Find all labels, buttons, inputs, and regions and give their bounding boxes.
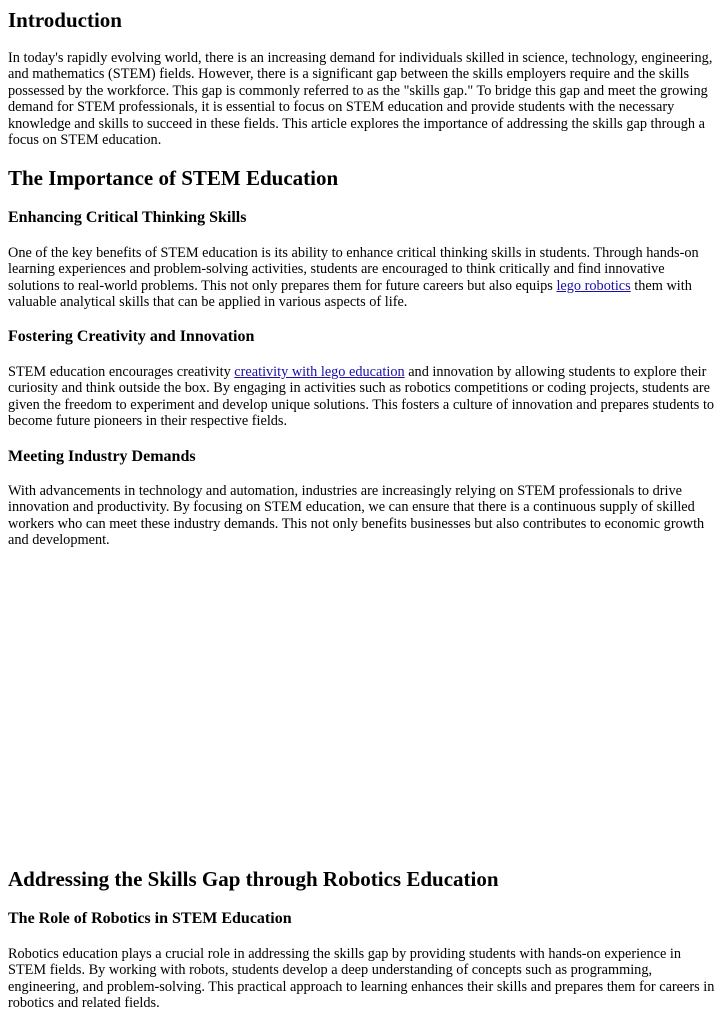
creativity-lego-education-link[interactable]: creativity with lego education [234, 364, 405, 380]
paragraph-text: and innovation by allowing students to explore their curiosity and think outside the box. By engaging in activities such as robotics competitions or coding projects, students are given the freedom to experiment and develop unique solutions. This fosters a culture of innovation and prepares students to become future pioneers in their respective fields. [8, 364, 715, 430]
subsection-title-critical-thinking: Enhancing Critical Thinking Skills [8, 209, 247, 226]
section-title-importance: The Importance of STEM Education [8, 166, 339, 190]
lego-robotics-link[interactable]: lego robotics [556, 277, 631, 294]
subsection-title-role: The Role of Robotics in STEM Education [8, 910, 292, 927]
paragraph-text: them with valuable analytical skills that can be applied in various aspects of life. [8, 277, 692, 311]
creativity-paragraph [8, 364, 716, 430]
intro-paragraph: In today's rapidly evolving world, there is an increasing demand for individuals skilled in science, technology, engineering, and mathematics (STEM) fields. However, there is a significant gap between the skills employers require and the skills possessed by the workforce. This gap is commonly referred to as the "skills gap." To bridge this gap and meet the growing demand for STEM professionals, it is essential to focus on STEM education and provide students with the necessary knowledge and skills to succeed in these fields. This article explores the importance of addressing the skills gap through a focus on STEM education. [8, 50, 713, 149]
industry-paragraph: With advancements in technology and automation, industries are increasingly relying on STEM professionals to drive innovation and productivity. By focusing on STEM education, we can ensure that there is a continuous supply of skilled workers who can meet these industry demands. This not only benefits businesses but also contributes to economic growth and development. [8, 483, 705, 549]
subsection-title-creativity: Fostering Creativity and Innovation [8, 328, 255, 345]
subsection-title-industry: Meeting Industry Demands [8, 448, 196, 465]
section-title-robotics: Addressing the Skills Gap through Robotics Education [8, 867, 499, 891]
paragraph-text: One of the key benefits of STEM education is its ability to enhance critical thinking skills in students. Through hands-on learning experiences and problem-solving activities, students are encouraged to think critically and find innovative solutions to real-world problems. This not only prepares them for future careers but also equips [8, 245, 699, 294]
paragraph-text: STEM education encourages creativity [8, 364, 235, 380]
role-paragraph: Robotics education plays a crucial role in addressing the skills gap by providing students with hands-on experience in STEM fields. By working with robots, students develop a deep understanding of concepts such as programming, engineering, and problem-solving. This practical approach to learning enhances their skills and prepares them for careers in robotics and related fields. [8, 946, 715, 1012]
page-title: Introduction [8, 8, 122, 32]
critical-thinking-paragraph [8, 245, 716, 311]
